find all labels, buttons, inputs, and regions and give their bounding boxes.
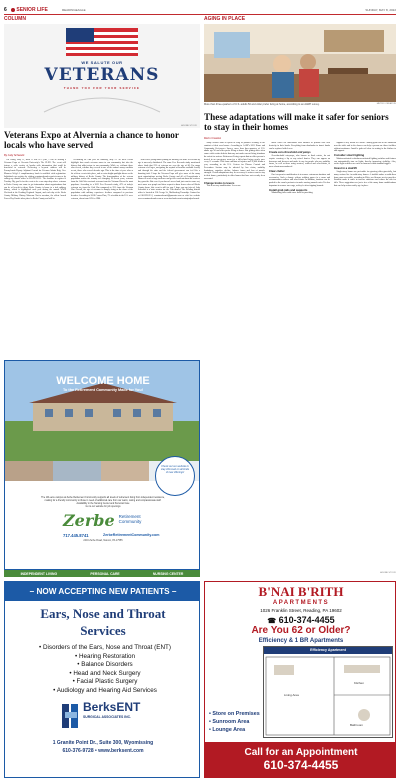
welcome-title: WELCOME HOME (56, 375, 150, 387)
right-col-1-heading: Change knobs to levers (204, 181, 235, 185)
aging-label: AGING IN PLACE (204, 16, 246, 22)
ent-service-item: • Audiology and Hearing Aid Services (53, 686, 157, 694)
right-col-1-text: Many seniors want to spend as long as possible residing in the comfort of their own homes. According to AARP's 2021 Home and Community Preferences Survey, more than three-quarters of U.S. adults age 50 and older prefer living at home. But getting older often comes with certain deficits that may not make current living situations the safest for seniors. Retirement Living reports that an older person is treated in an emergency room for a fall-related injury nearly once every 11 seconds. Falls cause millions of injuries and 32,000 deaths a year, according to the U.S. Centers for Disease Control and Prevention. Seniors may be affected by low vision, mobility limitations, cognitive decline, balance issues and loss of muscle strength. Certain adaptations may be necessary if seniors want to stay in their homes, particularly in older homes that have not recently been renovated. (204, 142, 265, 180)
brith-cta-line-1: Call for an Appointment (244, 747, 358, 758)
perk-item: • Lounge Area (209, 727, 246, 733)
photo-caption: More than three-quarters of U.S. adults 50 and older prefer living at home, according to an AARP survey. (204, 103, 320, 106)
right-byline: Metro Creative (204, 137, 222, 140)
zerbe-ad (4, 360, 200, 570)
kitchen-photo-image (204, 24, 396, 102)
left-col-2-text: celebrating its 74th year on Saturday, May 21. All these events highlight how much veterans mean to our community but also the history that adds texture to our community. While we celebrate those who served, whether they served in one of the nation's many conflicts or not, those who served decades ago. This is the time of year when a lot of these events take place, and as extra bright spotlight shines on the military history of Berks County. The demographics of the veteran population across the country are changing. In recent years, veterans from the Gulf War overtook veterans from the Vietnam War as the most populous. According to a 2021 Pew Research study, 47% of today's veterans are from the Gulf War compared to 35% from the Vietnam War. Overall, the age of veterans is sharply rising as the share of the population with military experience declines compared to previous decades. According to 2018 Census Data, 7% of adults in the U.S. were veterans, down from 18% in 1980. (71, 159, 133, 200)
brith-address: 1026 Franklin Street, Reading, PA 19602 (260, 608, 342, 613)
photo-credit: ADOBE STOCK (181, 125, 197, 127)
right-headline: These adaptations will make it safer for seniors to stay in their homes (204, 112, 389, 133)
zerbe-bar-independent: INDEPENDENT LIVING (20, 571, 58, 576)
floor-plan-living: Living Area (284, 693, 299, 697)
floor-plan-kitchen: Kitchen (354, 681, 365, 685)
welcome-subtitle: To the Retirement Community Made for You! (63, 388, 143, 392)
ent-banner: – NOW ACCEPTING NEW PATIENTS – (5, 582, 200, 601)
ent-address: 1 Granite Point Dr., Suite 300, Wyomissing (52, 740, 154, 746)
right-col-3-text-c: Single-story homes are preferable for growing older gracefully, but many seniors live in multi-story homes. A stairlift makes a multi-floor home more accessible, according to Elder, an eldercare service provider. Stairlifts make it easier to traverse staircases and reduce the risk for falls. These suggestions are just a few of the many home modifications that can help seniors safely age in place. (334, 171, 396, 187)
website-badge[interactable]: Check out our website to stay informed on all kinds of new offerings! (155, 456, 195, 496)
floor-plan-title: Efficiency Apartment (264, 647, 392, 654)
right-column-3 (334, 142, 396, 354)
left-byline: By Judy Schwank (4, 154, 25, 157)
zerbe-desc-2: making for a friendly community to those in need of additional care from our warm, caring and compassionate staff. (44, 500, 162, 502)
perk-item: • Store on Premises (209, 711, 260, 717)
left-headline: Veterans Expo at Alvernia a chance to honor locals who have served (4, 130, 179, 150)
ent-phone-web[interactable]: 610-376-9728 • www.berksent.com (62, 748, 144, 754)
brith-phone-top[interactable] (205, 615, 396, 625)
section-logo-icon (11, 8, 15, 12)
zerbe-logo-sub-1: Retirement (118, 514, 141, 519)
ent-title-2: Services (80, 623, 126, 638)
ent-title-1: Ears, Nose and Throat (40, 606, 166, 621)
phone-icon: ☎ (267, 618, 277, 625)
brith-ad (204, 581, 396, 778)
floor-plan (263, 646, 393, 738)
right-col-3-text-a: support in key rooms of a home. Adding grab rails in the bathroom near the toilet and in the shower can help a person use those facilities without assistance. Install a grab rail close to seating in the kitchen to add support. (334, 142, 396, 153)
zerbe-logo-mark: Zerbe (63, 511, 115, 530)
section-logo: SENIOR LIFE (11, 7, 48, 13)
zerbe-bar-nursing: NURSING CENTER (152, 571, 184, 576)
issue-date: SUNDAY, MAY 8, 2022 (365, 8, 396, 12)
zerbe-desc-1: The 101-acre campus at Zerbe Retirement Community supports all levels of retirement living from independent residence, (41, 497, 165, 499)
left-column-2 (71, 159, 133, 355)
right-col-2-text-a: much easier for individuals with arthritis or persons who lack dexterity in their hands. Everything from doorknobs to faucet knobs can be replaced with levers. (269, 142, 330, 150)
zerbe-desc-3: Availability in the Nursing Center and Personal Care (76, 503, 130, 505)
brith-tagline: Efficiency & 1 BR Apartments (258, 638, 344, 644)
brith-phone-text: 610-374-4455 (278, 615, 335, 625)
zerbe-logo-words (119, 514, 142, 524)
brith-question: Are You 62 or Older? (251, 625, 351, 636)
header-rule (4, 14, 396, 15)
right-col-2-text-c: One inexpensive modification is to remove extraneous furniture and accessories. Such a change widens walking spaces in a room and accommodates walkers and wheelchairs. In addition, furniture can be pushed to the room's perimeter to make moving around easier. It's also important to remove area rugs, as they're often tripping hazards. (269, 173, 330, 187)
paper-name: READINGEAGLE (62, 8, 86, 12)
zerbe-address: 2416 Zerbe Road, Narvon, PA 17555 (83, 539, 123, 542)
brith-cta[interactable] (205, 742, 396, 778)
left-col-1-text: On Friday, May 13, from 11 a.m. to 2 p.m., I will be hosting a Veterans Expo at Alvernia University's The PLEX. The event will feature a wide variety of booths with information that could be beneficial to veterans. Delivering a keynote address will be Pennsylvania Deputy Adjutant General for Veterans Affairs Brig. Gen. Maureen Weigl. A complimentary lunch is available with registration. Individuals can register by visiting senatorschwank.com/veterans or by calling my district office at 610-929-2151. The deadline to register is Tuesday. My goal is for the event to be a one-stop shop where veterans in Berks County can come to get information about organizations that can be of benefit to them. Berks County is home to a rich military history, which is highlighted each year during the annual WWII Weekend at the Reading Regional Airport, and each day at the Berks County Military History Museum. Not to mention, the oldest Armed Forces Day Parade takes place in Berks County and will be (4, 159, 66, 200)
brith-perks (209, 710, 260, 734)
ent-service-item: • Facial Plastic Surgery (72, 678, 138, 686)
ent-service-item: • Head and Neck Surgery (69, 669, 141, 677)
zerbe-bar-personal: PERSONAL CARE (90, 571, 120, 576)
right-col-1-end: This is an easy modification. Levers are (206, 185, 241, 188)
banner-top-text: WE SALUTE OUR (81, 60, 123, 65)
perk-item: • Sunroom Area (209, 719, 250, 725)
brith-cta-line-2: 610-374-4455 (263, 758, 339, 772)
ent-service-item: • Hearing Restoration (75, 652, 135, 660)
ent-services-list (15, 644, 195, 696)
ent-service-item: • Balance Disorders (77, 661, 133, 669)
ent-logo-icon (61, 702, 83, 730)
zerbe-website[interactable]: ZerbeRetirementCommunity.com (103, 533, 160, 537)
left-column-3 (138, 159, 200, 355)
right-col-3-heading-1: Consider smart lighting (334, 154, 365, 158)
home-photo (204, 24, 396, 102)
right-col-2-heading-2: Clear clutter (269, 170, 285, 174)
page-number: 6 (4, 7, 7, 13)
ent-logo (61, 700, 147, 736)
zerbe-desc-4: Go to our website for job openings (85, 506, 121, 508)
right-col-3-heading-2: Invest in a stairlift (334, 167, 357, 171)
brith-name: B'NAI B'RITH (258, 584, 344, 599)
right-col-3-text-b: Motion-activated or darkness-activated lighting switches and fixtures can automatically turn on lights, thereby improving visibility. Also, rocker light switches are easier to maneuver than standard toggles. (334, 157, 396, 166)
left-col-3-text: With fewer young adults joining the military, the share of veterans by age is unevenly distributed. The same Pew Research study mentioned above finds that 23% of veterans are over the age of 80. For many veterans of all ages, navigating the myriad of benefits available locally and through the state and the federal government can feel like a daunting task. I hope the Veterans Expo will give some of the many great organizations serving Berks County and all of Pennsylvania a chance to reach a large audience and get the word out about the services they provide. But even if you haven't served and just want to come out, meet some new people and show respect to those heroes who call Berks County home, this event is still for you. I hope you can join us! Judy Schwank is a state senator for the 11th district. Her Reading district office is located at 210 George St., Muhlenberg Township. Contact her at 610-929-2151, senatorschwank@pasenate.com or visit her website www.senatorschwank.com or www.facebook.com/senatorjudyschwank. (138, 159, 200, 200)
ent-logo-sub: SURGICAL ASSOCIATES INC. (83, 715, 131, 719)
left-column-1 (4, 159, 66, 355)
right-column-2 (269, 142, 330, 354)
right-col-2-heading-3: Install grab rails and supports (269, 188, 308, 192)
zerbe-logo (63, 511, 163, 535)
column-label: COLUMN (4, 16, 26, 22)
ent-ad (4, 581, 200, 778)
right-photo-credit: METRO CREATIVE (376, 103, 396, 105)
right-col-2-text-d: Minimizing falls could come down to providing (271, 192, 313, 195)
floor-plan-bath: Bathroom (350, 723, 364, 727)
zerbe-phone[interactable]: 717.445.8741 (63, 533, 89, 538)
ent-logo-text: BerksENT (83, 700, 141, 714)
right-col-2-text-b: Zero-threshold entryways, also known as flush entries, do not require crossing a lip or any raised barrier. They can appear on doorways and showers and make it easy for people who use mobility issues, as well as those using scooters, walkers and wheelchairs, to move about unencumbered. (269, 155, 330, 169)
brith-sub: APARTMENTS (272, 600, 330, 606)
banner-sub-text: THANK YOU FOR YOUR SERVICE (63, 86, 141, 90)
page-header (0, 0, 400, 14)
ad-credit: ADOBE STOCK (380, 572, 396, 574)
banner-word: VETERANS (44, 65, 160, 85)
right-col-2-heading-1: Create zero-threshold entryways (269, 151, 311, 155)
zerbe-level-bar (4, 570, 200, 577)
ent-service-item: • Disorders of the Ears, Nose and Throat (ENT) (39, 644, 171, 651)
zerbe-logo-sub-2: Community (118, 519, 142, 524)
right-column-1 (204, 142, 265, 354)
veterans-banner (4, 24, 200, 128)
